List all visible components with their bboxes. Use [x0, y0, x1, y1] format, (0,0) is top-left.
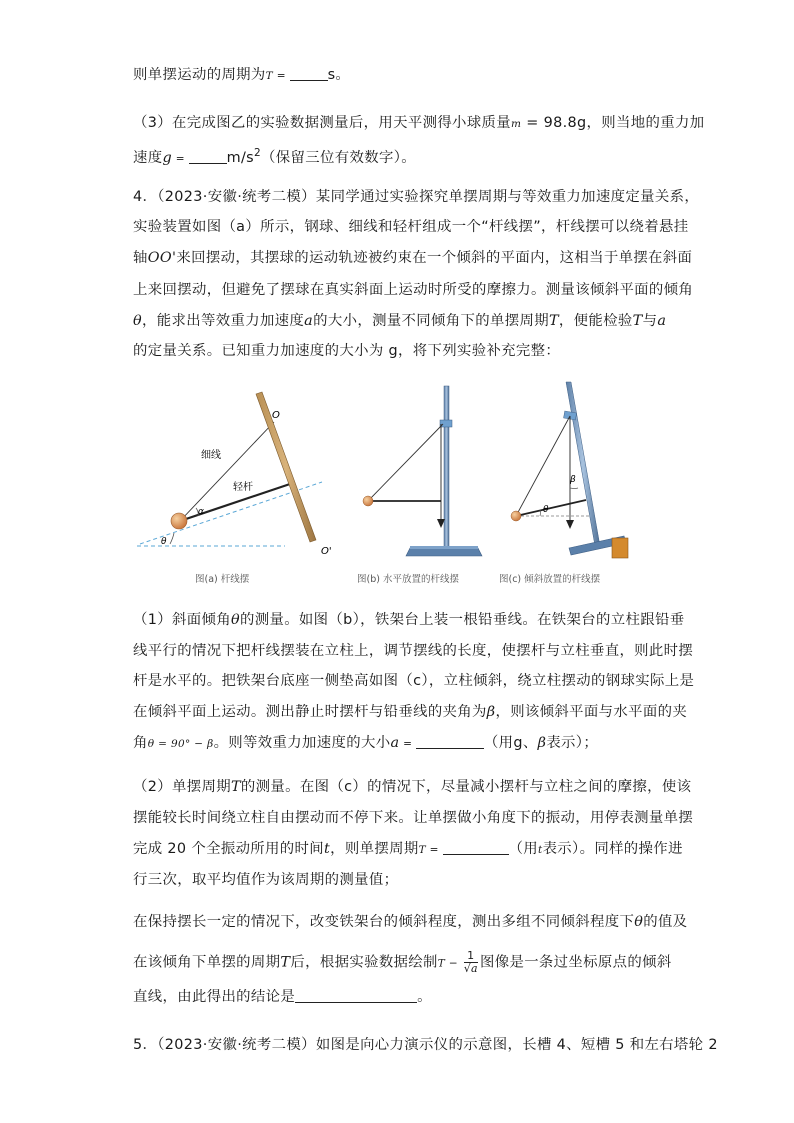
- answer-blank[interactable]: [189, 151, 227, 164]
- text-part3-line3: 直线，由此得出的结论是 。: [133, 989, 432, 1005]
- text-part2-line2: 摆能较长时间绕立柱自由摆动而不停下来。让单摆做小角度下的振动，用停表测量单摆: [133, 810, 694, 826]
- text-q4-line5: θ，能求出等效重力加速度a的大小，测量不同倾角下的单摆周期T，便能检验T与a: [133, 313, 667, 329]
- answer-blank[interactable]: [290, 68, 328, 81]
- label-light-rod: 轻杆: [233, 482, 253, 493]
- caption-a: 图(a) 杆线摆: [195, 574, 250, 585]
- text-part3-line1: 在保持摆长一定的情况下，改变铁架台的倾斜程度，测出多组不同倾斜程度下θ的值及: [133, 914, 688, 930]
- label-o: O: [272, 410, 280, 421]
- label-thin-line: 细线: [201, 450, 221, 461]
- fraction-one-over-sqrt-a: $\frac{1}{√a}$: [463, 949, 478, 975]
- text-q4-line2: 实验装置如图（a）所示，钢球、细线和轻杆组成一个“杆线摆”，杆线摆可以绕着悬挂: [133, 219, 689, 235]
- text-part1-line1: （1）斜面倾角θ的测量。如图（b），铁架台上装一根铅垂线。在铁架台的立柱跟铅垂: [133, 612, 685, 628]
- text-q4-line3: 轴OO'来回摆动，其摆球的运动轨迹被约束在一个倾斜的平面内，这相当于单摆在斜面: [133, 250, 693, 266]
- label-theta-c: θ: [543, 505, 549, 515]
- label-o-prime: O': [321, 546, 332, 557]
- text-part1-line3: 杆是水平的。把铁架台底座一侧垫高如图（c），立柱倾斜，绕立柱摆动的钢球实际上是: [133, 673, 695, 689]
- caption-b: 图(b) 水平放置的杆线摆: [357, 574, 459, 585]
- text-q4-line6: 的定量关系。已知重力加速度的大小为 g，将下列实验补充完整：: [133, 343, 561, 359]
- text-part1-line4: 在倾斜平面上运动。测出静止时摆杆与铅垂线的夹角为β，则该倾斜平面与水平面的夹: [133, 704, 688, 720]
- figure-a: [137, 392, 332, 585]
- label-theta-a: θ: [161, 537, 167, 547]
- steel-ball: [171, 513, 187, 529]
- label-beta: β: [570, 475, 576, 485]
- text-q4-line4: 上来回摆动，但避免了摆球在真实斜面上运动时所受的摩擦力。测量该倾斜平面的倾角: [133, 282, 694, 298]
- wooden-block: [612, 538, 628, 558]
- text-part1-line5: 角θ = 90° − β。则等效重力加速度的大小a = （用g、β表示）；: [133, 735, 599, 751]
- text-part1-line2: 线平行的情况下把杆线摆装在立柱上，调节摆线的长度，使摆杆与立柱垂直，则此时摆: [133, 643, 694, 659]
- text-q3-line2: 速度$g = m/s^2$（保留三位有效数字）。: [133, 147, 416, 166]
- text-q3-line1: （3）在完成图乙的实验数据测量后，用天平测得小球质量m = 98.8g，则当地的重力加: [133, 115, 705, 131]
- text-part3-line2: 在该倾角下单摆的周期T后，根据实验数据绘制T − $\frac{1}{√a}$ 图像是一条过坐标原点的倾斜: [133, 949, 672, 975]
- label-alpha: α: [198, 507, 204, 517]
- text-part2-line1: （2）单摆周期T的测量。在图（c）的情况下，尽量减小摆杆与立柱之间的摩擦，使该: [133, 779, 692, 795]
- experiment-figure: [0, 376, 794, 606]
- text-q4-line1: 4．（2023·安徽·统考二模）某同学通过实验探究单摆周期与等效重力加速度定量关系，: [133, 189, 700, 205]
- text-q5-line1: 5．（2023·安徽·统考二模）如图是向心力演示仪的示意图，长槽 4、短槽 5 和左右塔轮 2: [133, 1037, 718, 1053]
- answer-blank[interactable]: [295, 990, 417, 1003]
- answer-blank[interactable]: [443, 842, 509, 855]
- figure-b: [357, 386, 482, 585]
- figure-c: [499, 382, 628, 585]
- text-part2-line3: 完成 20 个全振动所用的时间t，则单摆周期T = （用t表示）。同样的操作进: [133, 841, 683, 857]
- text-part2-line4: 行三次，取平均值作为该周期的测量值；: [133, 872, 399, 888]
- answer-blank[interactable]: [416, 736, 484, 749]
- text-line-period: 则单摆运动的周期为T = s。: [133, 67, 351, 83]
- caption-c: 图(c) 倾斜放置的杆线摆: [499, 574, 601, 585]
